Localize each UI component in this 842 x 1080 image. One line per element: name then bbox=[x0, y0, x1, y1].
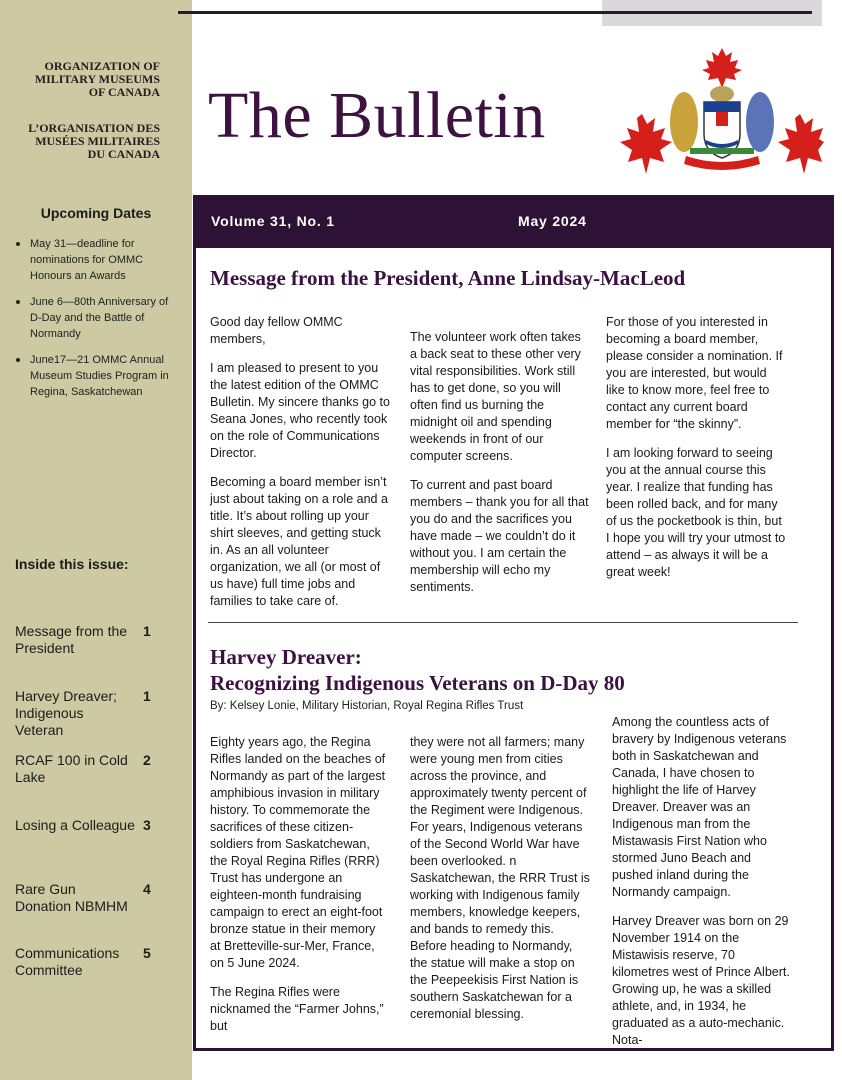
paragraph: To current and past board members – thank you for all that you do and the sacrifices you have made – we couldn’t do it without you. I am certain the membership will echo my sentiments. bbox=[410, 478, 589, 594]
dreaver-column-1 bbox=[210, 734, 388, 1047]
paragraph: For those of you interested in becoming a board member, please consider a nomination. If you are interested, but would like to know more, feel free to contact any current board member for “the skinny”. bbox=[606, 315, 783, 431]
bulletin-title: The Bulletin bbox=[208, 79, 546, 152]
header-rule bbox=[602, 11, 812, 14]
president-column-1 bbox=[210, 314, 390, 622]
org-name-french: L’ORGANISATION DES MUSÉES MILITAIRES DU CANADA bbox=[28, 121, 160, 161]
inside-issue-heading: Inside this issue: bbox=[15, 556, 129, 572]
maple-leaf-icon bbox=[620, 114, 672, 174]
paragraph: Good day fellow OMMC members, bbox=[210, 315, 343, 346]
maple-leaf-icon bbox=[702, 48, 742, 88]
paragraph: I am pleased to present to you the latest edition of the OMMC Bulletin. My sincere thanks go to Seana Jones, who recently took on the role of Communications Director. bbox=[210, 361, 390, 460]
date-item: June 6—80th Anniversary of D-Day and the Battle of Normandy bbox=[14, 294, 174, 342]
volume-bar bbox=[193, 195, 834, 248]
toc-item-dreaver[interactable]: Harvey Dreaver; Indigenous Veteran 1 bbox=[15, 688, 151, 738]
paragraph: Among the countless acts of bravery by Indigenous veterans both in Saskatchewan and Canada, I have chosen to highlight the life of Harvey Dreaver. Dreaver was an Indigenous man from the Mistawasis First Nation who stormed Juno Beach and pushed inland during the Normandy campaign. bbox=[612, 715, 787, 899]
paragraph: Eighty years ago, the Regina Rifles landed on the beaches of Normandy as part of the largest amphibious invasion in military history. To commemorate the sacrifices of these citizen-soldiers from Saskatchewan, the Royal Regina Rifles (RRR) Trust has undergone an eighteen-month fundraising campaign to erect an eight-foot bronze statue in their memory at Bretteville-sur-Mer, France, on 5 June 2024. bbox=[210, 735, 386, 970]
toc-item-gun-donation[interactable]: Rare Gun Donation NBMHM 4 bbox=[15, 881, 151, 914]
dreaver-column-3 bbox=[612, 714, 792, 1061]
paragraph: I am looking forward to seeing you at the annual course this year. I realize that funding has been rolled back, and for many of us the pocketbook is thin, but I hope you will try your utmost to attend – as always it will be a great week! bbox=[606, 446, 786, 579]
upcoming-dates-heading: Upcoming Dates bbox=[40, 205, 152, 221]
maple-leaf-icon bbox=[778, 114, 824, 174]
president-message-heading: Message from the President, Anne Lindsay-MacLeod bbox=[210, 266, 686, 290]
article-divider bbox=[208, 622, 798, 623]
bullet-icon bbox=[16, 300, 20, 304]
toc-item-colleague[interactable]: Losing a Colleague 3 bbox=[15, 817, 151, 833]
upcoming-dates-list bbox=[14, 236, 174, 410]
date-item: May 31—deadline for nominations for OMMC Honours an Awards bbox=[14, 236, 174, 284]
toc-item-communications[interactable]: Communications Committee 5 bbox=[15, 945, 151, 978]
paragraph: The volunteer work often takes a back seat to these other very vital responsibilities. Work still has to get done, so you will often find us burning the midnight oil and spending weekends in front of our computer screens. bbox=[410, 330, 581, 463]
crest-icon bbox=[620, 44, 824, 178]
bullet-icon bbox=[16, 242, 20, 246]
sidebar bbox=[0, 0, 192, 1080]
president-column-2 bbox=[410, 329, 590, 608]
dreaver-article-heading: Harvey Dreaver: Recognizing Indigenous Veterans on D-Day 80 bbox=[210, 645, 625, 695]
article-byline: By: Kelsey Lonie, Military Historian, Royal Regina Rifles Trust bbox=[210, 700, 524, 712]
paragraph: Harvey Dreaver was born on 29 November 1914 on the Mistawisis reserve, 70 kilometres west of Prince Albert. Growing up, he was a skilled athlete, and, in 1934, he graduated as a auto-mechanic. Nota- bbox=[612, 914, 790, 1047]
paragraph: Becoming a board member isn’t just about taking on a role and a title. It’s about rolling up your shirt sleeves, and getting stuck in. As an all volunteer organization, we all (or most of us have) full time jobs and families to take care of. bbox=[210, 475, 388, 608]
toc-item-rcaf[interactable]: RCAF 100 in Cold Lake 2 bbox=[15, 752, 151, 785]
org-name-english: ORGANIZATION OF MILITARY MUSEUMS OF CANADA bbox=[34, 59, 160, 99]
volume-number: Volume 31, No. 1 bbox=[211, 213, 335, 229]
paragraph: they were not all farmers; many were young men from cities across the province, and approximately twenty percent of the Regiment were Indigenous. For years, Indigenous veterans of the Second World War have been overlooked. n Saskatchewan, the RRR Trust is working with Indigenous family members, knowledge keepers, and bands to remedy this. Before heading to Normandy, the statue will make a stop on the Peepeekisis First Nation is southern Saskatchewan for a ceremonial blessing. bbox=[410, 735, 590, 1021]
bullet-icon bbox=[16, 358, 20, 362]
date-item: June17—21 OMMC Annual Museum Studies Program in Regina, Saskatchewan bbox=[14, 352, 174, 400]
dreaver-column-2 bbox=[410, 734, 592, 1035]
president-column-3 bbox=[606, 314, 786, 593]
paragraph: The Regina Rifles were nicknamed the “Farmer Johns,” but bbox=[210, 985, 384, 1033]
toc-item-president[interactable]: Message from the President 1 bbox=[15, 623, 151, 656]
issue-date: May 2024 bbox=[518, 213, 587, 229]
